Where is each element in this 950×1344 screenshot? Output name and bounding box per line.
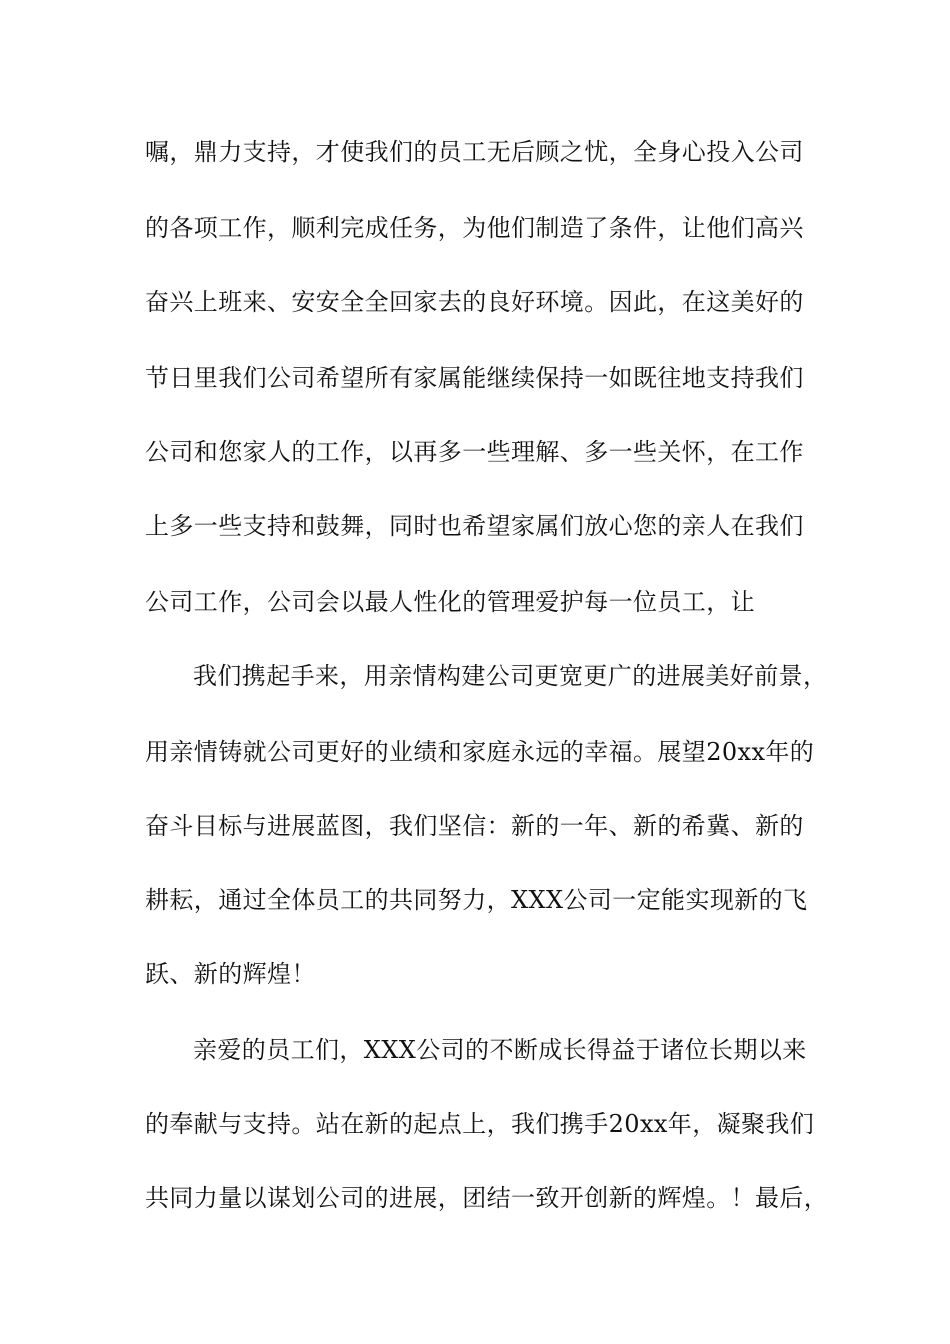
text-line-11: 耕耘，通过全体员工的共同努力，XXX公司一定能实现新的飞 [145, 886, 808, 914]
paragraph-2-start: 我们携起手来，用亲情构建公司更宽更广的进展美好前景， [193, 662, 828, 690]
text-line-4: 节日里我们公司希望所有家属能继续保持一如既往地支持我们 [145, 364, 804, 392]
text-line-3: 奋兴上班来、安安全全回家去的良好环境。因此，在这美好的 [145, 288, 804, 316]
text-line-12: 跃、新的辉煌！ [145, 960, 316, 988]
paragraph-3-start: 亲爱的员工们，XXX公司的不断成长得益于诸位长期以来 [193, 1036, 807, 1064]
text-line-6: 上多一些支持和鼓舞，同时也希望家属们放心您的亲人在我们 [145, 512, 804, 540]
text-line-1: 嘱，鼎力支持，才使我们的员工无后顾之忧，全身心投入公司 [145, 138, 804, 166]
text-line-9: 用亲情铸就公司更好的业绩和家庭永远的幸福。展望20xx年的 [145, 738, 815, 766]
text-line-5: 公司和您家人的工作，以再多一些理解、多一些关怀，在工作 [145, 438, 804, 466]
text-line-15: 共同力量以谋划公司的进展，团结一致开创新的辉煌。！最后， [145, 1184, 829, 1212]
text-line-14: 的奉献与支持。站在新的起点上，我们携手20xx年，凝聚我们 [145, 1110, 815, 1138]
text-line-10: 奋斗目标与进展蓝图，我们坚信：新的一年、新的希冀、新的 [145, 812, 804, 840]
text-line-7: 公司工作，公司会以最人性化的管理爱护每一位员工，让 [145, 588, 755, 616]
text-line-2: 的各项工作，顺利完成任务，为他们制造了条件，让他们高兴 [145, 214, 804, 242]
